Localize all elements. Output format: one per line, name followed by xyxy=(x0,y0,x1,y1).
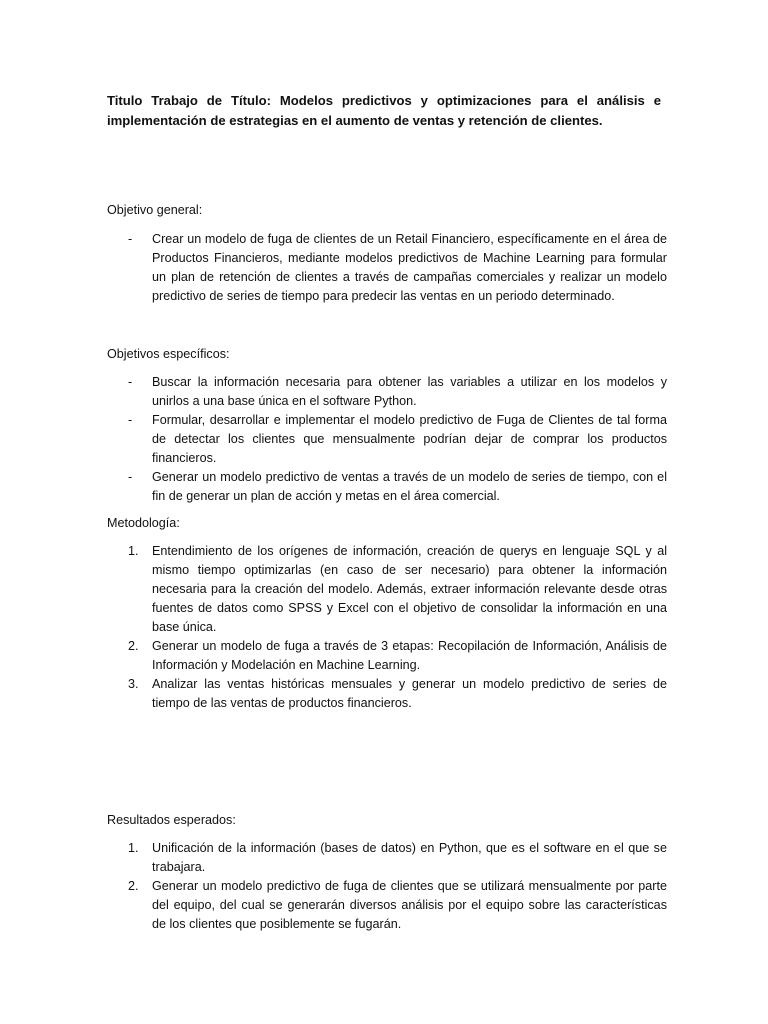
list-item-text: Crear un modelo de fuga de clientes de un Retail Financiero, específicamente en el área de Productos Financieros, mediante modelos predictivos de Machine Learning para formular un plan de retención de clientes a través de campañas comerciales y realizar un modelo predictivo de series de tiempo para predecir las ventas en un periodo determinado. xyxy=(152,232,667,303)
number-marker: 1. xyxy=(128,544,139,558)
bullet-marker: - xyxy=(128,375,133,389)
list-item-text: Formular, desarrollar e implementar el modelo predictivo de Fuga de Clientes de tal forma de detectar los clientes que mensualmente podrían dejar de comprar los productos financieros. xyxy=(152,413,667,465)
list-item xyxy=(107,411,667,468)
list-item-text: Analizar las ventas históricas mensuales y generar un modelo predictivo de series de tiempo de las ventas de productos financieros. xyxy=(152,677,667,710)
section-objetivos-especificos xyxy=(107,345,667,506)
number-marker: 3. xyxy=(128,677,139,691)
numbered-list xyxy=(107,839,667,934)
section-resultados-esperados xyxy=(107,811,667,934)
bullet-marker: - xyxy=(128,232,133,246)
bullet-list xyxy=(107,230,667,306)
section-heading: Objetivo general: xyxy=(107,203,203,217)
list-item-text: Generar un modelo predictivo de fuga de clientes que se utilizará mensualmente por parte del equipo, del cual se generarán diversos análisis por el equipo sobre las características de los clientes que posiblemente se fugarán. xyxy=(152,879,667,931)
section-metodologia xyxy=(107,514,667,713)
numbered-list xyxy=(107,542,667,713)
list-item xyxy=(107,373,667,411)
list-item-text: Generar un modelo predictivo de ventas a través de un modelo de series de tiempo, con el fin de generar un plan de acción y metas en el área comercial. xyxy=(152,470,667,503)
bullet-list xyxy=(107,373,667,506)
section-heading: Resultados esperados: xyxy=(107,813,236,827)
number-marker: 1. xyxy=(128,841,139,855)
bullet-marker: - xyxy=(128,470,133,484)
list-item-text: Unificación de la información (bases de datos) en Python, que es el software en el que se trabajara. xyxy=(152,841,667,874)
list-item-text: Buscar la información necesaria para obtener las variables a utilizar en los modelos y unirlos a una base única en el software Python. xyxy=(152,375,667,408)
number-marker: 2. xyxy=(128,639,139,653)
section-objetivo-general xyxy=(107,201,667,306)
list-item-text: Generar un modelo de fuga a través de 3 etapas: Recopilación de Información, Análisis de Información y Modelación en Machine Learning. xyxy=(152,639,667,672)
list-item-text: Entendimiento de los orígenes de información, creación de querys en lenguaje SQL y al mismo tiempo optimizarlas (en caso de ser necesario) para obtener la información necesaria para la creación del modelo. Además, extraer información relevante desde otras fuentes de datos como SPSS y Excel con el objetivo de consolidar la información en una base única. xyxy=(152,544,667,634)
list-item xyxy=(107,230,667,306)
section-heading: Metodología: xyxy=(107,516,180,530)
bullet-marker: - xyxy=(128,413,133,427)
list-item xyxy=(107,542,667,637)
list-item xyxy=(107,877,667,934)
number-marker: 2. xyxy=(128,879,139,893)
list-item xyxy=(107,637,667,675)
document-title: Titulo Trabajo de Título: Modelos predictivos y optimizaciones para el análisis e implementación de estrategias en el aumento de ventas y retención de clientes. xyxy=(107,93,661,128)
list-item xyxy=(107,675,667,713)
section-heading: Objetivos específicos: xyxy=(107,347,230,361)
list-item xyxy=(107,468,667,506)
list-item xyxy=(107,839,667,877)
